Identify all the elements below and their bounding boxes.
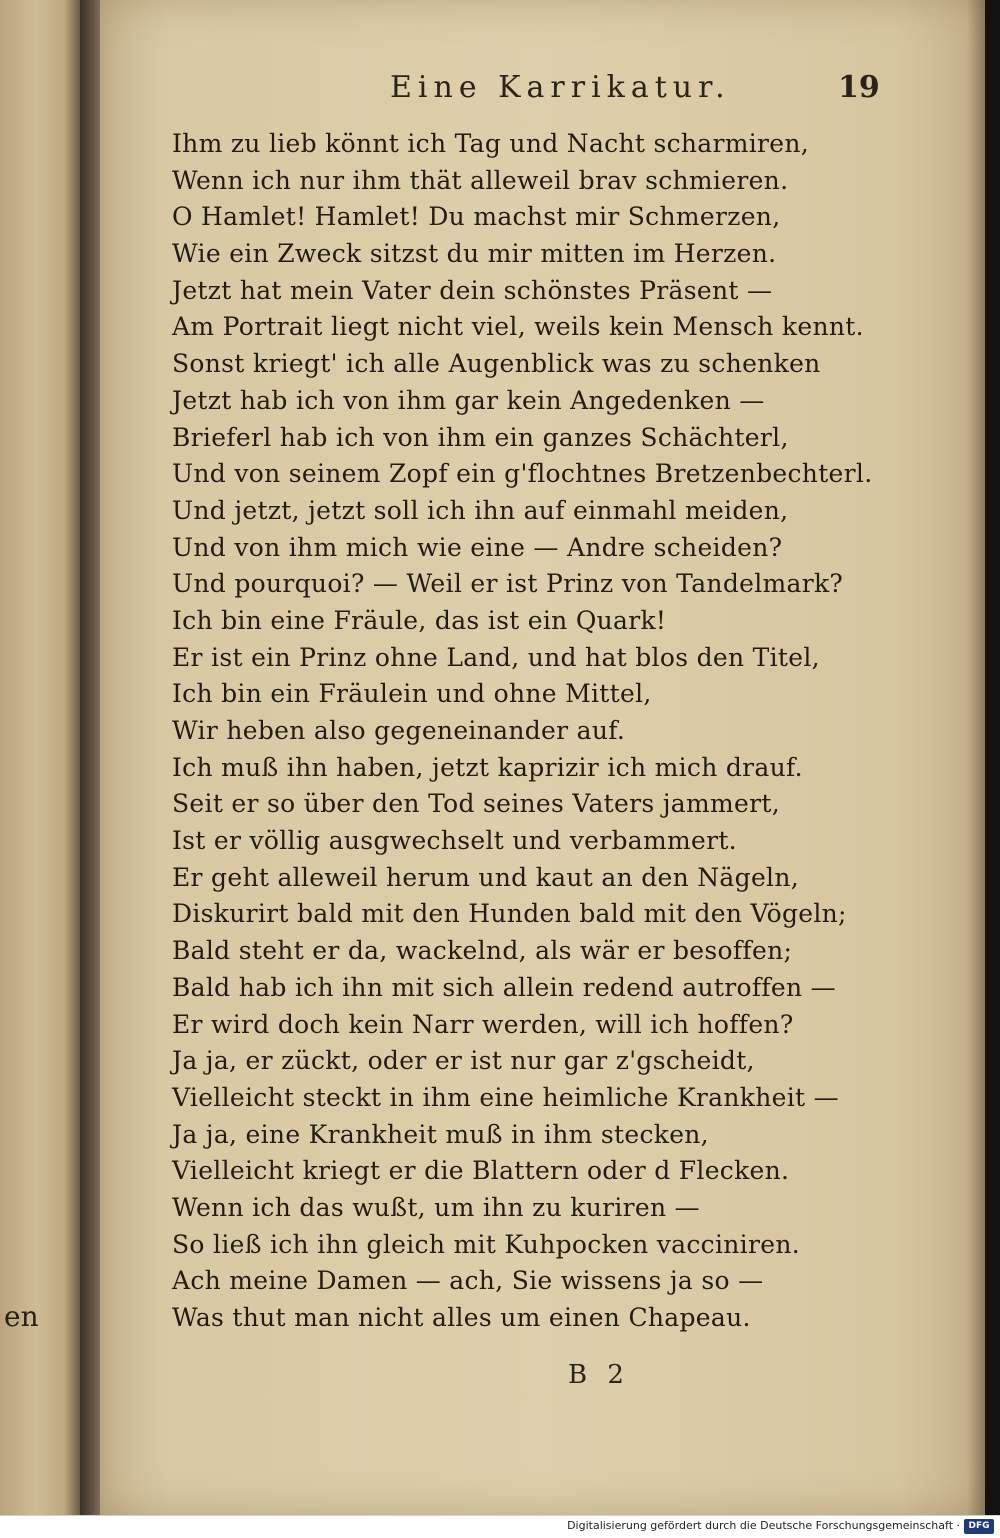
verse-line: Wenn ich nur ihm thät alleweil brav schmieren. [172,165,789,195]
verse-line: Am Portrait liegt nicht viel, weils kein Mensch kennt. [172,312,864,342]
dfg-logo-icon: DFG [964,1519,994,1534]
verse-line: Ja ja, er zückt, oder er ist nur gar z'gscheidt, [172,1046,755,1076]
verse-line: Jetzt hab ich von ihm gar kein Angedenken — [172,385,765,415]
verse-text [172,126,912,1337]
verse-line: Wenn ich das wußt, um ihn zu kuriren — [172,1192,700,1222]
signature-mark: B 2 [568,1360,630,1390]
verse-line: Ihm zu lieb könnt ich Tag und Nacht scharmiren, [172,129,810,158]
footer-bar [0,1515,1000,1538]
verse-line: Und von ihm mich wie eine — Andre scheiden? [172,532,783,562]
previous-page-fragment: en [4,1300,39,1333]
page-edge-right [985,0,1000,1515]
verse-line: Jetzt hat mein Vater dein schönstes Präsent — [172,275,773,305]
verse-line: Ich bin eine Fräule, das ist ein Quark! [172,605,667,635]
previous-page-edge [0,0,80,1515]
verse-line: Ist er völlig ausgwechselt und verbammert. [172,826,737,856]
verse-line: Ach meine Damen — ach, Sie wissens ja so — [172,1266,764,1296]
verse-line: Vielleicht kriegt er die Blattern oder d Flecken. [172,1156,790,1186]
verse-line: Er wird doch kein Narr werden, will ich hoffen? [172,1009,794,1039]
verse-line: Bald hab ich ihn mit sich allein redend autroffen — [172,972,836,1002]
verse-line: Diskurirt bald mit den Hunden bald mit den Vögeln; [172,899,847,929]
page-number: 19 [838,70,880,105]
verse-line: Was thut man nicht alles um einen Chapeau. [172,1303,751,1332]
funding-note: Digitalisierung gefördert durch die Deutsche Forschungsgemeinschaft · [567,1519,960,1532]
verse-line: Vielleicht steckt in ihm eine heimliche Krankheit — [172,1082,839,1112]
verse-line: Seit er so über den Tod seines Vaters jammert, [172,789,780,819]
verse-line: Wie ein Zweck sitzst du mir mitten im Herzen. [172,239,777,269]
verse-line: Brieferl hab ich von ihm ein ganzes Schächterl, [172,422,789,452]
verse-line: Und von seinem Zopf ein g'flochtnes Bretzenbechterl. [172,459,873,489]
verse-line: Er ist ein Prinz ohne Land, und hat blos den Titel, [172,642,820,672]
verse-line: Und jetzt, jetzt soll ich ihn auf einmahl meiden, [172,495,789,525]
verse-line: Ja ja, eine Krankheit muß in ihm stecken, [172,1119,709,1149]
verse-line: So ließ ich ihn gleich mit Kuhpocken vacciniren. [172,1229,800,1259]
verse-line: Bald steht er da, wackelnd, als wär er besoffen; [172,936,793,966]
verse-line: Sonst kriegt' ich alle Augenblick was zu schenken [172,349,821,379]
running-head: Eine Karrikatur. [390,70,731,105]
verse-line: Und pourquoi? — Weil er ist Prinz von Tandelmark? [172,569,844,599]
verse-line: Ich bin ein Fräulein und ohne Mittel, [172,679,652,709]
verse-line: O Hamlet! Hamlet! Du machst mir Schmerzen, [172,202,781,232]
verse-line: Er geht alleweil herum und kaut an den Nägeln, [172,862,799,892]
verse-line: Wir heben also gegeneinander auf. [172,716,626,745]
verse-line: Ich muß ihn haben, jetzt kaprizir ich mich drauf. [172,752,803,782]
